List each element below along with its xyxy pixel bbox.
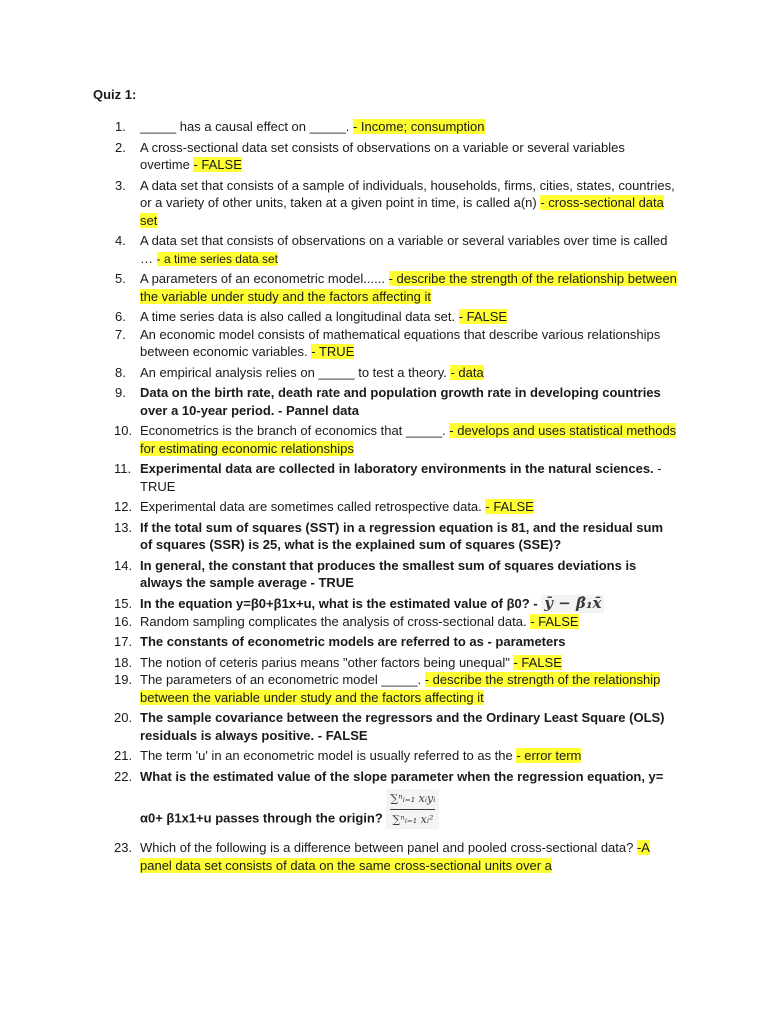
question-list xyxy=(0,118,768,874)
question-number: 9. xyxy=(115,385,126,400)
question-text: The notion of ceteris parius means "other factors being unequal" xyxy=(140,654,514,670)
question-text: _____ has a causal effect on _____. xyxy=(140,119,353,134)
question-text: Data on the birth rate, death rate and population growth rate in developing countries over a 10-year period. - Pannel data xyxy=(140,385,661,418)
question-text: A data set that consists of a sample of individuals, households, firms, cities, states, countries, or a variety of other units, taken at a given point in time, is called a(n) xyxy=(140,177,675,210)
question-text: Econometrics is the branch of economics that _____. xyxy=(140,423,450,438)
question-22 xyxy=(0,768,768,830)
question-11 xyxy=(0,460,768,495)
question-4 xyxy=(0,232,768,267)
answer-highlight: - describe the strength of the relationship between the variable under study and the factors affecting it xyxy=(140,672,661,705)
question-number: 3. xyxy=(115,177,126,193)
question-text: Experimental data are collected in laboratory environments in the natural sciences. xyxy=(140,461,658,476)
question-17 xyxy=(0,633,768,651)
question-text: Which of the following is a difference between panel and pooled cross-sectional data? xyxy=(140,840,637,856)
answer-text: - TRUE xyxy=(140,461,662,494)
question-number: 11. xyxy=(114,461,132,476)
question-text: In the equation y=β0+β1x+u, what is the estimated value of β0? - xyxy=(140,595,542,611)
question-text: Experimental data are sometimes called retrospective data. xyxy=(140,499,486,514)
answer-highlight: - a time series data set xyxy=(156,251,279,266)
question-text: A data set that consists of observations on a variable or several variables over time is called … xyxy=(140,233,668,266)
question-5 xyxy=(0,270,768,305)
answer-highlight: - data xyxy=(450,364,484,380)
answer-highlight: - FALSE xyxy=(530,613,579,629)
question-number: 19. xyxy=(114,672,133,688)
answer-highlight: - error term xyxy=(516,748,582,764)
question-number: 13. xyxy=(114,519,133,535)
question-number: 6. xyxy=(115,309,126,324)
question-18 xyxy=(0,654,768,672)
question-text: An empirical analysis relies on _____ to test a theory. xyxy=(140,364,451,380)
question-text: The parameters of an econometric model _____. xyxy=(140,672,425,688)
answer-highlight: - FALSE xyxy=(485,499,534,514)
formula-image: ȳ − β̂₁x̄ xyxy=(541,595,604,613)
answer-highlight: - FALSE xyxy=(513,654,562,670)
answer-highlight: -A panel data set consists of data on the same cross-sectional units over a xyxy=(140,840,650,873)
question-text: The sample covariance between the regressors and the Ordinary Least Square (OLS) residuals is always positive. - FALSE xyxy=(140,710,665,743)
question-3 xyxy=(0,177,768,230)
answer-highlight: - FALSE xyxy=(193,157,242,172)
question-number: 2. xyxy=(115,139,126,155)
question-15 xyxy=(0,595,768,613)
question-9 xyxy=(0,384,768,419)
formula-denominator: ∑ⁿᵢ₌₁ xᵢ² xyxy=(392,812,434,826)
answer-highlight: - Income; consumption xyxy=(352,119,485,134)
question-number: 17. xyxy=(114,634,133,650)
question-16 xyxy=(0,613,768,631)
question-text: The constants of econometric models are referred to as - parameters xyxy=(140,634,566,650)
question-number: 14. xyxy=(114,557,133,573)
question-12 xyxy=(0,498,768,516)
question-text: A cross-sectional data set consists of observations on a variable or several variables overtime xyxy=(140,139,625,172)
question-text: If the total sum of squares (SST) in a regression equation is 81, and the residual sum of squares (SSR) is 25, what is the explained sum of squares (SSE)? xyxy=(140,519,664,552)
question-text: The term 'u' in an econometric model is usually referred to as the xyxy=(140,748,517,764)
question-number: 21. xyxy=(114,748,133,764)
question-number: 22. xyxy=(114,768,133,784)
question-10 xyxy=(0,422,768,457)
question-19 xyxy=(0,671,768,706)
question-number: 12. xyxy=(114,499,133,514)
question-8 xyxy=(0,364,768,382)
question-text: In general, the constant that produces the smallest sum of squares deviations is always the sample average - TRUE xyxy=(140,557,637,590)
question-number: 5. xyxy=(115,271,126,286)
question-number: 18. xyxy=(114,654,133,670)
question-number: 20. xyxy=(114,710,133,726)
question-text: A parameters of an econometric model...... xyxy=(140,271,389,286)
question-number: 15. xyxy=(114,595,133,611)
answer-highlight: - develops and uses statistical methods for estimating economic relationships xyxy=(140,423,677,456)
answer-highlight: - TRUE xyxy=(311,344,355,359)
question-20 xyxy=(0,709,768,744)
answer-highlight: - cross-sectional data set xyxy=(140,195,664,228)
quiz-title: Quiz 1: xyxy=(93,87,137,102)
question-6 xyxy=(0,308,768,326)
question-text: An economic model consists of mathematical equations that describe various relationships between economic variables. xyxy=(140,326,661,359)
formula-image xyxy=(386,789,439,829)
question-14 xyxy=(0,557,768,592)
question-text: Random sampling complicates the analysis of cross-sectional data. xyxy=(140,613,531,629)
question-text: A time series data is also called a longitudinal data set. xyxy=(140,309,459,324)
question-1 xyxy=(0,118,768,136)
question-number: 4. xyxy=(115,233,126,248)
question-number: 7. xyxy=(115,326,126,342)
question-13 xyxy=(0,519,768,554)
question-23 xyxy=(0,839,768,874)
question-21 xyxy=(0,747,768,765)
question-number: 16. xyxy=(114,613,133,629)
question-2 xyxy=(0,139,768,174)
formula-numerator: ∑ⁿᵢ₌₁ xᵢyᵢ xyxy=(390,790,435,810)
question-number: 10. xyxy=(114,423,133,438)
question-number: 1. xyxy=(115,119,126,134)
question-number: 23. xyxy=(114,840,133,856)
question-text: What is the estimated value of the slope parameter when the regression equation, y= α0+ β1x1+u passes through the origin? xyxy=(140,768,664,826)
question-7 xyxy=(0,326,768,361)
answer-highlight: - FALSE xyxy=(458,309,508,324)
answer-highlight: - describe the strength of the relationship between the variable under study and the factors affecting it xyxy=(140,271,677,304)
question-number: 8. xyxy=(115,364,126,380)
